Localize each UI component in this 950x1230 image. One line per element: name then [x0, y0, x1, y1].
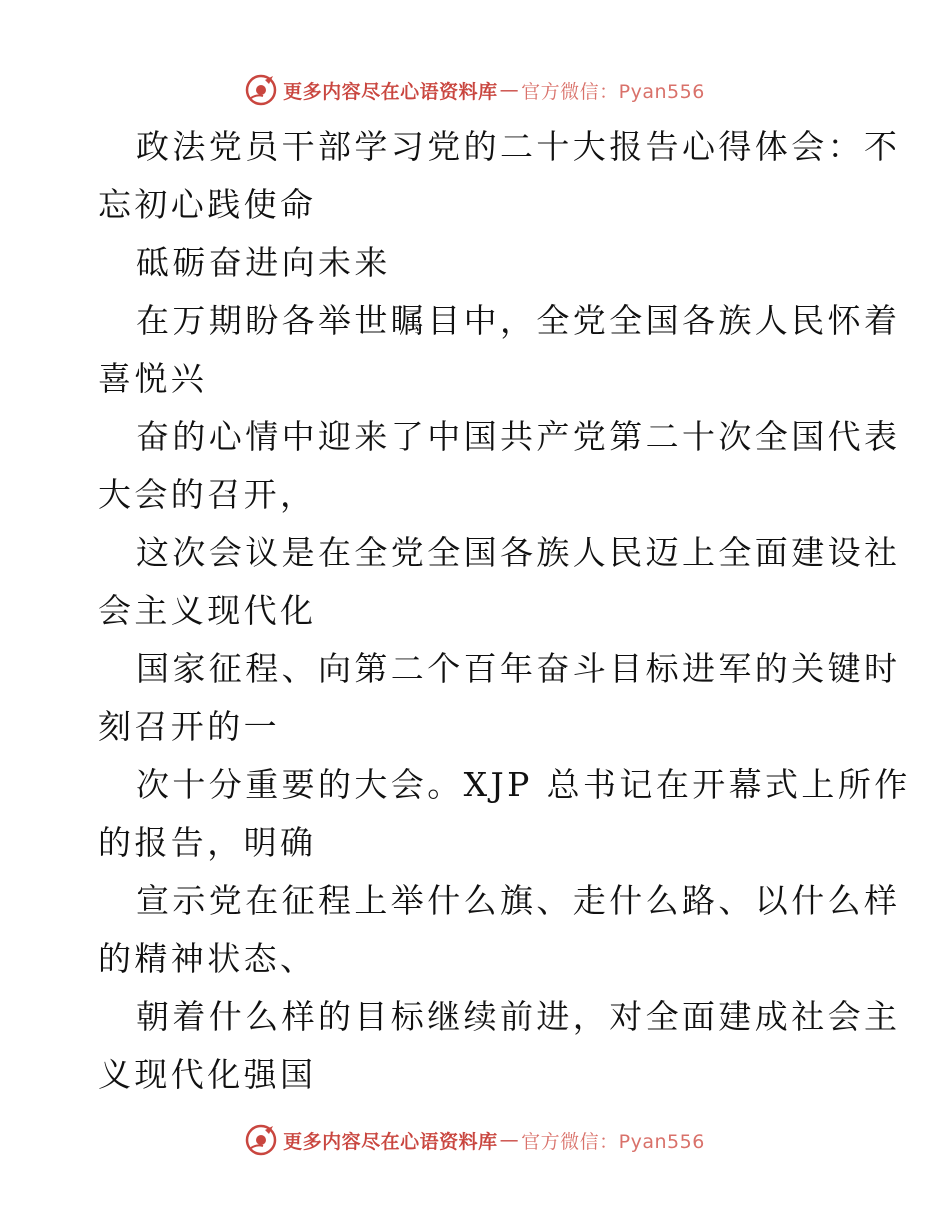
body-text-line: 会主义现代化	[98, 591, 317, 630]
body-text-line: 砥砺奋进向未来	[136, 243, 391, 282]
watermark-main-text: 更多内容尽在心语资料库	[283, 1130, 498, 1153]
footer-watermark	[0, 1123, 950, 1157]
watermark-separator: —	[499, 79, 520, 101]
body-text-line: 的精神状态、	[98, 939, 317, 978]
body-text-line: 政法党员干部学习党的二十大报告心得体会：不	[136, 127, 901, 166]
body-text-line: 宣示党在征程上举什么旗、走什么路、以什么样	[136, 881, 901, 920]
watermark-separator: —	[499, 1129, 520, 1151]
body-text-line: 朝着什么样的目标继续前进，对全面建成社会主	[136, 997, 901, 1036]
body-text-line: 奋的心情中迎来了中国共产党第二十次全国代表	[136, 417, 901, 456]
body-text-line: 在万期盼各举世瞩目中，全党全国各族人民怀着	[136, 301, 901, 340]
body-text-line: 国家征程、向第二个百年奋斗目标进军的关键时	[136, 649, 901, 688]
document-body	[98, 118, 911, 1104]
body-text-line: 的报告，明确	[98, 823, 317, 862]
quill-pen-icon	[245, 74, 277, 106]
body-text-line: 忘初心践使命	[98, 185, 317, 224]
quill-pen-icon	[245, 1124, 277, 1156]
body-text-line: 这次会议是在全党全国各族人民迈上全面建设社	[136, 533, 901, 572]
watermark-suffix-text: 官方微信：Pyan556	[521, 80, 705, 103]
body-text-line: 义现代化强国	[98, 1055, 317, 1094]
body-text-line: 刻召开的一	[98, 707, 280, 746]
body-text-line: 次十分重要的大会。XJP 总书记在开幕式上所作	[136, 765, 911, 804]
body-text-line: 喜悦兴	[98, 359, 208, 398]
body-text-line: 大会的召开，	[98, 475, 317, 514]
header-watermark	[0, 73, 950, 107]
watermark-suffix-text: 官方微信：Pyan556	[521, 1130, 705, 1153]
watermark-main-text: 更多内容尽在心语资料库	[283, 80, 498, 103]
